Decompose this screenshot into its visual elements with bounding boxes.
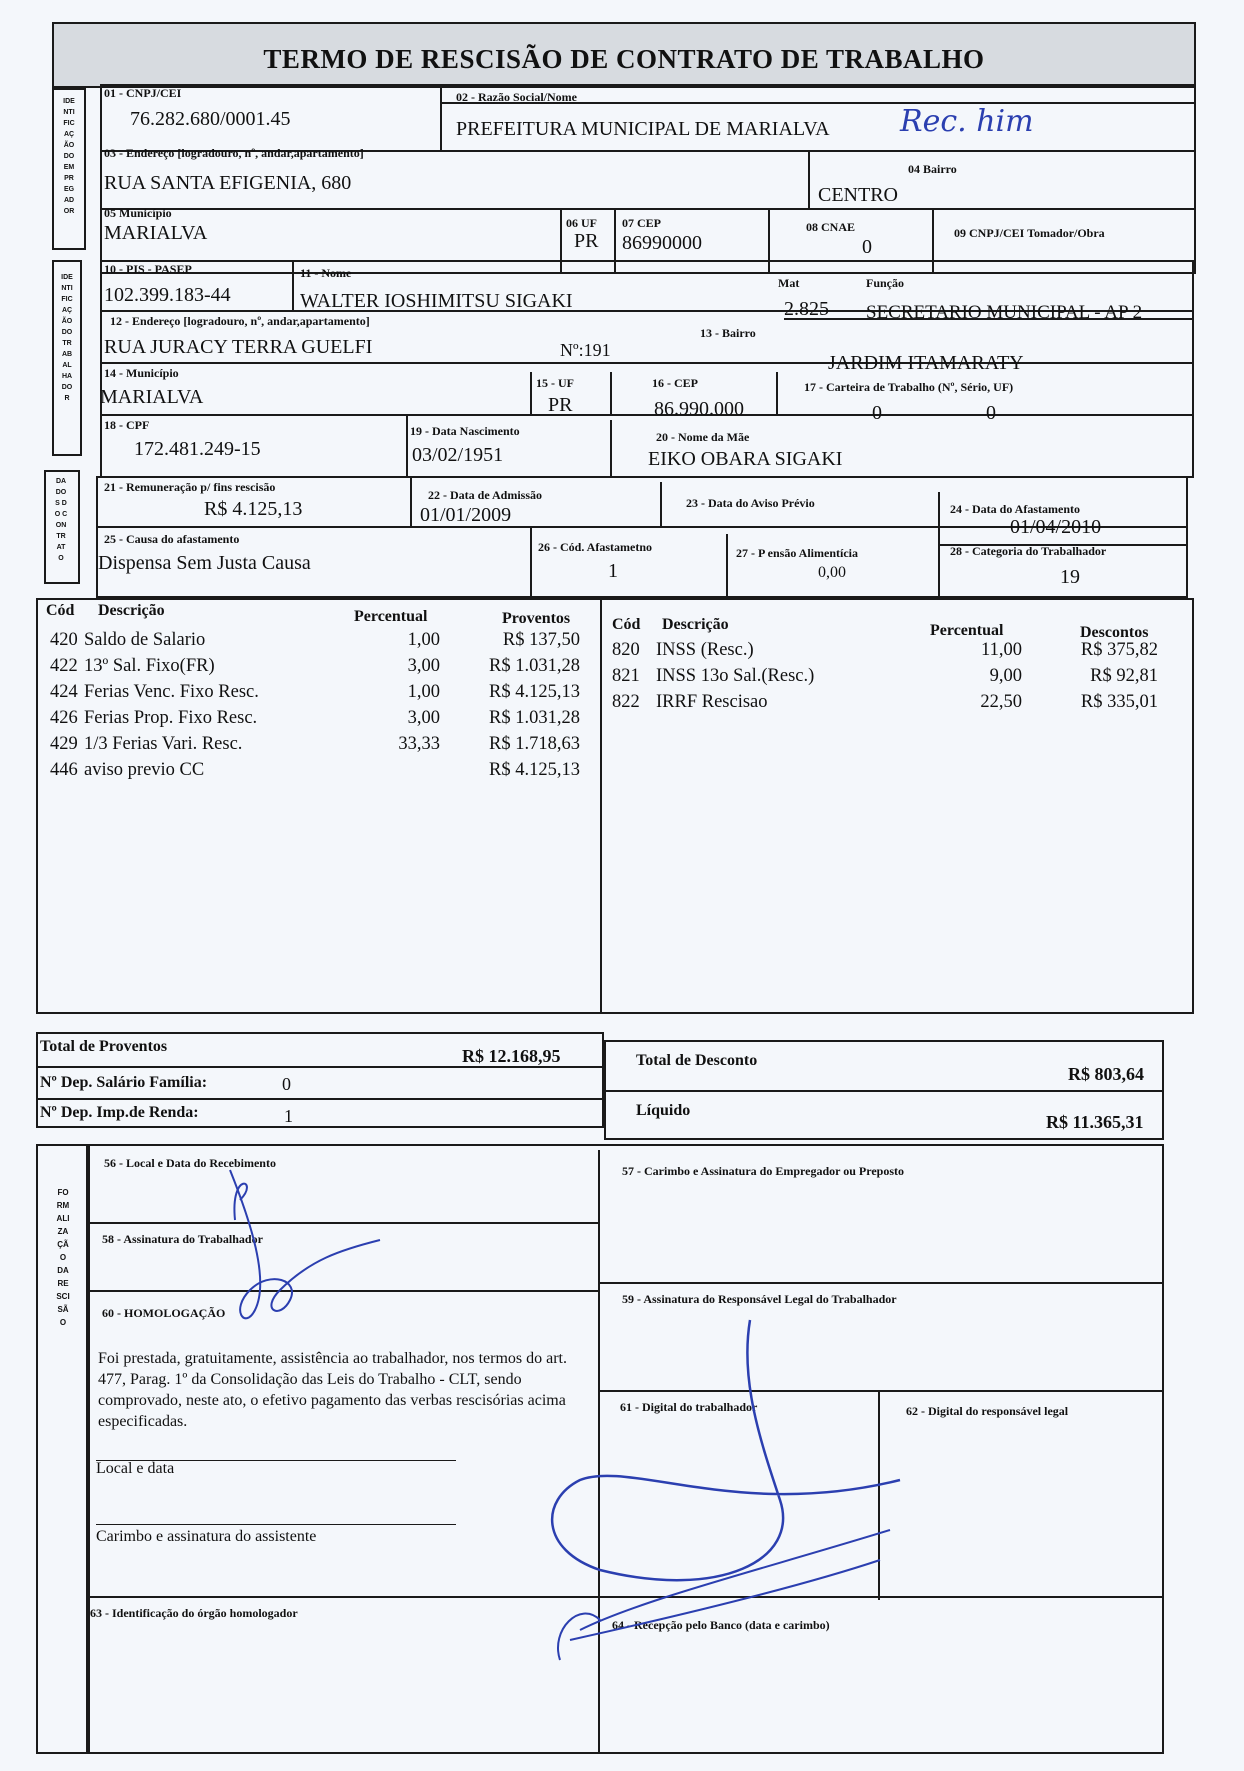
worker-side-label: IDENTIFICAÇÃO DO TRABALHADOR: [61, 274, 73, 402]
municipio-label: 14 - Município: [104, 366, 179, 380]
bairro-label: 13 - Bairro: [700, 326, 756, 340]
f62-label: 62 - Digital do responsável legal: [906, 1404, 1069, 1418]
funcao-label: Função: [866, 276, 905, 290]
cpf-value: 172.481.249-15: [134, 438, 261, 460]
worker-section: [100, 260, 1194, 478]
uf-value: PR: [574, 230, 599, 252]
cep-value: 86990000: [622, 232, 702, 254]
desc-row-perc: 9,00: [989, 666, 1022, 686]
prov-row-desc: Ferias Venc. Fixo Resc.: [84, 682, 259, 702]
endereco-label: 03 - Endereço [logradouro, nº, andar,apartamento]: [104, 146, 364, 160]
prov-row-cod: 446: [50, 760, 78, 780]
dep-ir-label: Nº Dep. Imp.de Renda:: [40, 1104, 199, 1121]
contract-side-label: DADOS DO CONTRATO: [54, 478, 68, 562]
dep-sf-value: 0: [282, 1074, 291, 1094]
prov-row-perc: 3,00: [407, 708, 440, 728]
cnae-label: 08 CNAE: [806, 220, 856, 234]
funcao-value: SECRETARIO MUNICIPAL - AP 2: [866, 302, 1143, 323]
rem-label: 21 - Remuneração p/ fins rescisão: [104, 480, 276, 494]
formal-side-label: FORMALIZAÇÃO DA RESCISÃO: [56, 1188, 70, 1327]
prov-row-valor: R$ 137,50: [502, 630, 580, 650]
nome-label: 11 - Nome: [300, 266, 352, 280]
pensao-value: 0,00: [818, 564, 846, 581]
f59-label: 59 - Assinatura do Responsável Legal do Trabalhador: [622, 1292, 897, 1306]
municipio-value: MARIALVA: [100, 386, 204, 408]
prov-row-desc: 13º Sal. Fixo(FR): [84, 656, 215, 676]
prov-cod-header: Cód: [46, 602, 75, 619]
prov-row-valor: R$ 1.718,63: [489, 734, 580, 754]
pensao-label: 27 - P ensão Alimentícia: [736, 546, 858, 560]
prov-row-desc: Ferias Prop. Fixo Resc.: [84, 708, 258, 728]
razao-value: PREFEITURA MUNICIPAL DE MARIALVA: [456, 118, 830, 140]
prov-row-valor: R$ 1.031,28: [489, 656, 580, 676]
prov-row-cod: 422: [50, 656, 78, 676]
prov-row-valor: R$ 4.125,13: [489, 682, 580, 702]
bairro-label: 04 Bairro: [908, 162, 957, 176]
desc-row-valor: R$ 335,01: [1080, 692, 1158, 712]
cnae-value: 0: [862, 236, 872, 258]
uf-value: PR: [548, 394, 573, 416]
afast-label: 24 - Data do Afastamento: [950, 502, 1080, 516]
desc-row-cod: 821: [612, 666, 640, 686]
prov-row-perc: 1,00: [407, 682, 440, 702]
pis-label: 10 - PIS - PASEP: [104, 262, 192, 276]
cat-label: 28 - Categoria do Trabalhador: [950, 544, 1107, 558]
f60-label: 60 - HOMOLOGAÇÃO: [102, 1306, 226, 1320]
prov-row-desc: aviso previo CC: [84, 760, 205, 780]
cnpj-label: 01 - CNPJ/CEI: [104, 86, 182, 100]
endereco-label: 12 - Endereço [logradouro, nº, andar,apartamento]: [110, 314, 370, 328]
total-desc-label: Total de Desconto: [636, 1052, 758, 1069]
mat-value: 2.825: [784, 298, 829, 320]
municipio-value: MARIALVA: [104, 222, 208, 244]
prov-row-perc: 1,00: [407, 630, 440, 650]
f63-label: 63 - Identificação do órgão homologador: [90, 1606, 298, 1620]
desc-row-desc: INSS 13o Sal.(Resc.): [656, 666, 815, 686]
legal-signature: [540, 1300, 920, 1680]
document-title: TERMO DE RESCISÃO DE CONTRATO DE TRABALHO: [263, 44, 985, 74]
uf-label: 06 UF: [566, 216, 597, 230]
prov-perc-header: Percentual: [354, 608, 428, 625]
f58-label: 58 - Assinatura do Trabalhador: [102, 1232, 263, 1246]
worker-signature: [210, 1160, 410, 1360]
prov-row-cod: 424: [50, 682, 78, 702]
desc-row-desc: IRRF Rescisao: [656, 692, 768, 712]
nasc-label: 19 - Data Nascimento: [410, 424, 520, 438]
prov-row-desc: 1/3 Ferias Vari. Resc.: [84, 734, 243, 754]
municipio-label: 05 Município: [104, 206, 172, 220]
causa-value: Dispensa Sem Justa Causa: [98, 552, 311, 574]
mat-label: Mat: [778, 276, 800, 290]
f57-label: 57 - Carimbo e Assinatura do Empregador ou Preposto: [622, 1164, 905, 1178]
prov-row-cod: 426: [50, 708, 78, 728]
cod-afast-value: 1: [608, 560, 618, 582]
mae-label: 20 - Nome da Mãe: [656, 430, 750, 444]
rem-value: R$ 4.125,13: [204, 498, 303, 520]
endereco-value: RUA SANTA EFIGENIA, 680: [104, 172, 352, 194]
ctps-label: 17 - Carteira de Trabalho (Nº, Sério, UF): [804, 380, 1014, 394]
prov-row-desc: Saldo de Salario: [84, 630, 206, 650]
uf-label: 15 - UF: [536, 376, 574, 390]
desc-cod-header: Cód: [612, 616, 641, 633]
desc-row-cod: 820: [612, 640, 640, 660]
desc-row-valor: R$ 375,82: [1080, 640, 1158, 660]
handwritten-note: Rec. him: [900, 104, 1034, 139]
prov-row-valor: R$ 1.031,28: [489, 708, 580, 728]
prov-row-perc: 3,00: [407, 656, 440, 676]
numero-value: Nº:191: [560, 340, 611, 360]
total-prov-label: Total de Proventos: [40, 1038, 168, 1055]
cep-label: 07 CEP: [622, 216, 661, 230]
dep-sf-label: Nº Dep. Salário Família:: [40, 1074, 208, 1091]
cnpj-value: 76.282.680/0001.45: [130, 108, 291, 130]
dep-ir-value: 1: [284, 1106, 293, 1126]
adm-value: 01/01/2009: [420, 504, 512, 526]
desc-perc-header: Percentual: [930, 622, 1004, 639]
f61-label: 61 - Digital do trabalhador: [620, 1400, 758, 1414]
desc-row-desc: INSS (Resc.): [656, 640, 754, 660]
mae-value: EIKO OBARA SIGAKI: [648, 448, 843, 470]
nasc-value: 03/02/1951: [412, 444, 504, 466]
cep-value: 86.990.000: [654, 398, 744, 420]
liquido-label: Líquido: [636, 1102, 691, 1119]
local-data-label: Local e data: [96, 1460, 175, 1477]
ctps-number: 0: [872, 402, 882, 424]
f56-label: 56 - Local e Data do Recebimento: [104, 1156, 276, 1170]
adm-label: 22 - Data de Admissão: [428, 488, 543, 502]
prov-row-valor: R$ 4.125,13: [489, 760, 580, 780]
carimbo-assistente-label: Carimbo e assinatura do assistente: [96, 1528, 317, 1545]
cat-value: 19: [1060, 566, 1080, 588]
total-desc-value: R$ 803,64: [1068, 1064, 1144, 1084]
desc-desc-header: Descrição: [662, 616, 729, 633]
desc-valor-header: Descontos: [1080, 624, 1149, 641]
employer-side-label: IDENTIFICAÇÃO DO EMPREGADOR: [63, 98, 75, 215]
f64-label: 64 - Recepção pelo Banco (data e carimbo): [612, 1618, 830, 1632]
ctps-serie: 0: [986, 402, 996, 424]
desc-row-valor: R$ 92,81: [1090, 666, 1158, 686]
aviso-label: 23 - Data do Aviso Prévio: [686, 496, 815, 510]
cep-label: 16 - CEP: [652, 376, 698, 390]
bairro-value: JARDIM ITAMARATY: [828, 352, 1024, 374]
endereco-value: RUA JURACY TERRA GUELFI: [104, 336, 373, 358]
homologacao-text: Foi prestada, gratuitamente, assistência ao trabalhador, nos termos do art. 477, Parag. 1º da Consolidação das Leis do Trabalho - CLT, sendo comprovado, neste ato, o efetivo pagamento das verbas rescisórias acima especificadas.: [98, 1350, 567, 1430]
bairro-value: CENTRO: [818, 184, 898, 206]
pis-value: 102.399.183-44: [104, 284, 231, 306]
tomador-label: 09 CNPJ/CEI Tomador/Obra: [954, 226, 1105, 240]
desc-row-cod: 822: [612, 692, 640, 712]
prov-row-cod: 429: [50, 734, 78, 754]
prov-row-cod: 420: [50, 630, 78, 650]
afast-value: 01/04/2010: [1010, 516, 1102, 538]
total-prov-value: R$ 12.168,95: [462, 1046, 561, 1066]
nome-value: WALTER IOSHIMITSU SIGAKI: [300, 290, 573, 312]
desc-row-perc: 11,00: [981, 640, 1022, 660]
prov-valor-header: Proventos: [502, 610, 571, 627]
liquido-value: R$ 11.365,31: [1046, 1112, 1144, 1132]
prov-row-perc: 33,33: [398, 734, 440, 754]
causa-label: 25 - Causa do afastamento: [104, 532, 240, 546]
cod-afast-label: 26 - Cód. Afastametno: [538, 540, 652, 554]
prov-desc-header: Descrição: [98, 602, 165, 619]
title-bar: [52, 22, 1196, 88]
razao-label: 02 - Razão Social/Nome: [456, 90, 577, 104]
desc-row-perc: 22,50: [980, 692, 1022, 712]
cpf-label: 18 - CPF: [104, 418, 150, 432]
